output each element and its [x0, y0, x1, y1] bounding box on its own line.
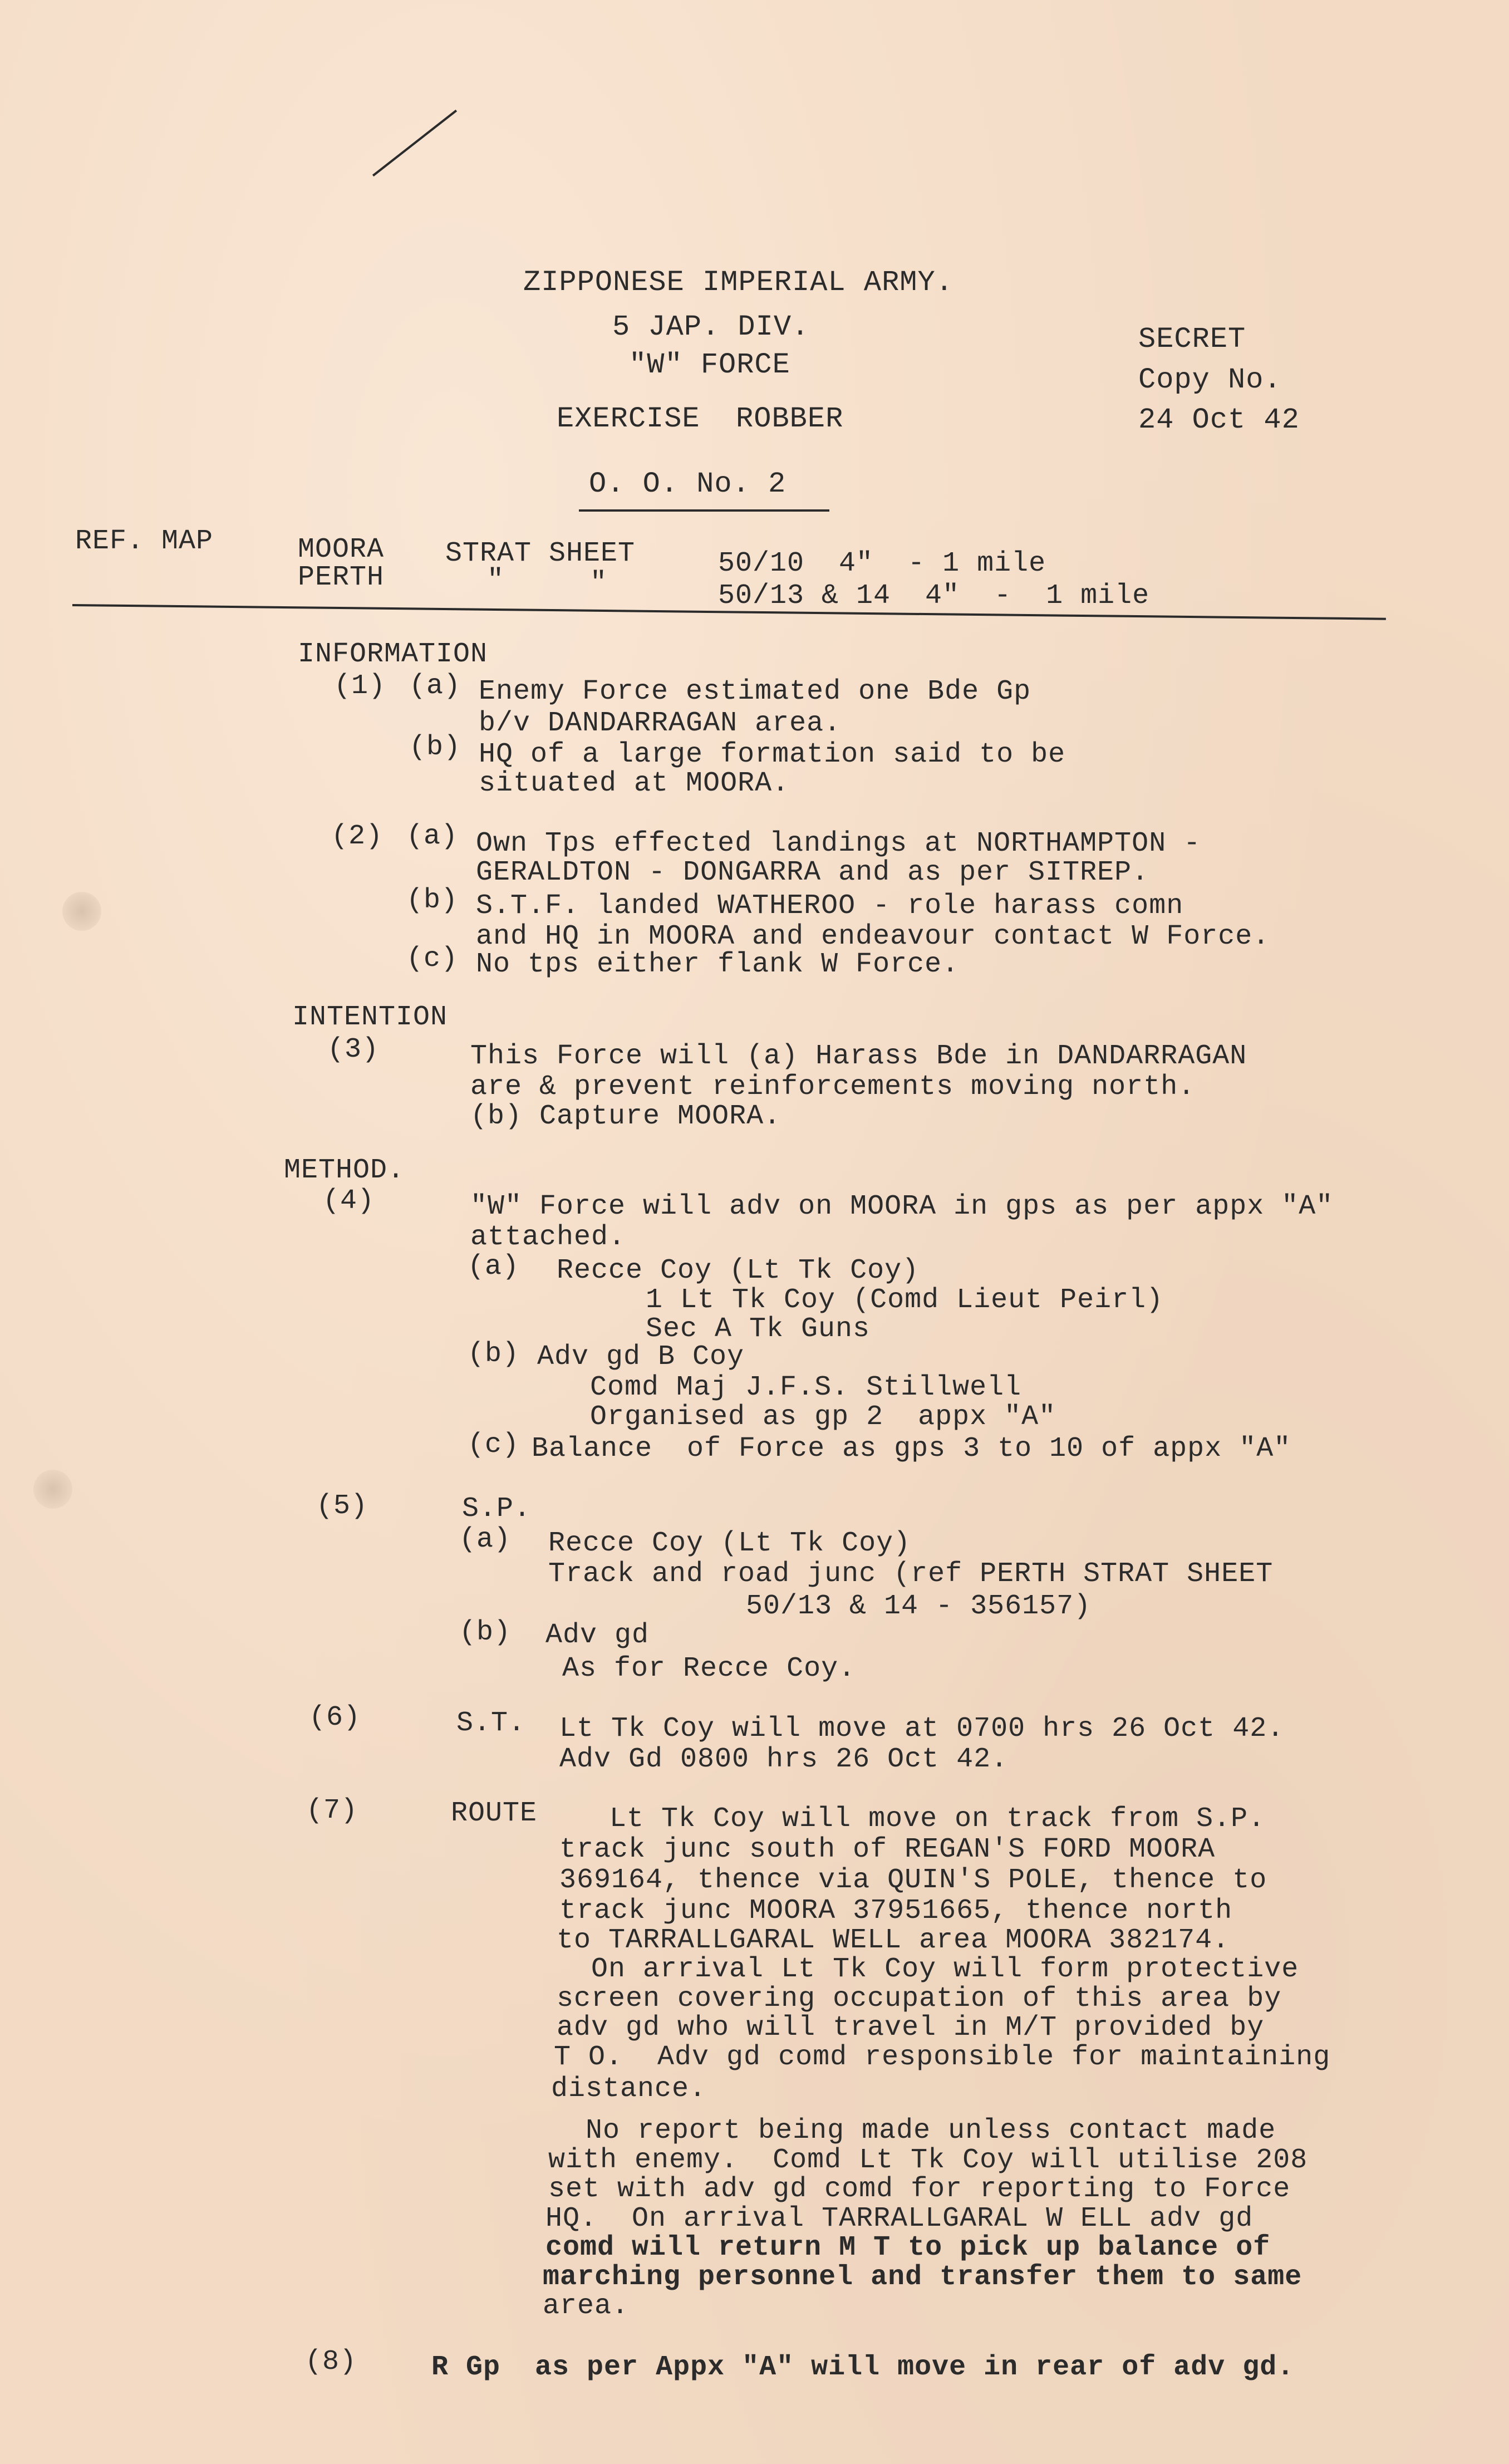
para-7-line-1: Lt Tk Coy will move on track from S.P. [610, 1803, 1266, 1835]
ref-map-scale-2: 50/13 & 14 4" - 1 mile [718, 580, 1150, 612]
pencil-stroke-mark [372, 110, 457, 176]
copy-number-label: Copy No. [1138, 364, 1282, 396]
para-4c-line-1: Balance of Force as gps 3 to 10 of appx "A" [532, 1433, 1291, 1465]
para-7-line-11: No report being made unless contact made [551, 2115, 1276, 2147]
para-7-line-7: screen covering occupation of this area by [557, 1983, 1282, 2015]
para-1a-line-2: b/v DANDARRAGAN area. [479, 708, 842, 739]
para-1b-line-2: situated at MOORA. [479, 768, 790, 799]
army-heading: ZIPPONESE IMPERIAL ARMY. [523, 266, 953, 299]
para-7-line-14: HQ. On arrival TARRALLGARAL W ELL adv gd [545, 2203, 1254, 2235]
para-5-number: (5) [316, 1490, 368, 1522]
para-1b-line-1: HQ of a large formation said to be [479, 739, 1066, 770]
para-2-number: (2) [331, 821, 384, 852]
para-4b-label: (b) [468, 1338, 520, 1370]
para-7-number: (7) [306, 1795, 358, 1827]
ref-map-label: REF. MAP [75, 526, 214, 557]
para-1a-label: (a) [409, 670, 461, 702]
para-5b-line-1: Adv gd [545, 1619, 650, 1651]
ref-map-scale-1: 50/10 4" - 1 mile [718, 548, 1046, 580]
method-heading: METHOD. [284, 1155, 405, 1186]
para-7-line-3: 369164, thence via QUIN'S POLE, thence to [559, 1864, 1267, 1896]
para-6-line-2: Adv Gd 0800 hrs 26 Oct 42. [559, 1744, 1009, 1775]
exercise-heading: EXERCISE ROBBER [557, 403, 844, 435]
ditto-mark-1: " [487, 565, 505, 596]
para-4-line-1: "W" Force will adv on MOORA in gps as per appx "A" [470, 1191, 1334, 1223]
para-7-line-8: adv gd who will travel in M/T provided by [557, 2012, 1265, 2044]
para-4-line-2: attached. [470, 1221, 626, 1253]
para-4c-label: (c) [468, 1429, 520, 1461]
para-5a-line-3: 50/13 & 14 - 356157) [746, 1591, 1092, 1622]
para-1b-label: (b) [409, 732, 461, 763]
para-3-line-3: (b) Capture MOORA. [470, 1101, 781, 1132]
para-7-line-12: with enemy. Comd Lt Tk Coy will utilise 208 [548, 2144, 1308, 2176]
para-6-line-1: Lt Tk Coy will move at 0700 hrs 26 Oct 42. [559, 1713, 1285, 1745]
para-7-line-10: distance. [551, 2073, 707, 2105]
para-4-number: (4) [323, 1185, 375, 1217]
para-7-line-2: track junc south of REGAN'S FORD MOORA [559, 1834, 1216, 1866]
para-7-line-4: track junc MOORA 37951665, thence north [559, 1895, 1233, 1927]
para-1a-line-1: Enemy Force estimated one Bde Gp [479, 676, 1031, 708]
para-2c-line-1: No tps either flank W Force. [476, 949, 960, 980]
order-number-underline [579, 509, 829, 512]
para-2a-line-2: GERALDTON - DONGARRA and as per SITREP. [476, 857, 1149, 889]
para-7-line-17: area. [543, 2290, 630, 2322]
order-date: 24 Oct 42 [1138, 404, 1300, 436]
para-4a-line-1: Recce Coy (Lt Tk Coy) [557, 1255, 920, 1287]
para-2b-line-1: S.T.F. landed WATHEROO - role harass comn [476, 890, 1184, 922]
para-3-line-1: This Force will (a) Harass Bde in DANDARRAGAN [470, 1040, 1247, 1072]
para-3-number: (3) [327, 1034, 380, 1066]
ref-map-sheet: STRAT SHEET [445, 538, 636, 570]
para-5b-line-2: As for Recce Coy. [562, 1653, 856, 1685]
para-4a-label: (a) [468, 1251, 520, 1283]
para-7-line-16: marching personnel and transfer them to same [543, 2261, 1302, 2293]
para-7-line-5: to TARRALLGARAL WELL area MOORA 382174. [557, 1925, 1230, 1956]
para-3-line-2: are & prevent reinforcements moving north. [470, 1071, 1196, 1103]
intention-heading: INTENTION [292, 1002, 448, 1033]
para-5b-label: (b) [459, 1617, 512, 1648]
para-5a-label: (a) [459, 1524, 512, 1555]
para-7-label: ROUTE [451, 1798, 538, 1829]
para-6-number: (6) [309, 1702, 361, 1734]
para-4a-line-2: 1 Lt Tk Coy (Comd Lieut Peirl) [646, 1284, 1164, 1316]
para-2c-label: (c) [406, 943, 459, 975]
para-5a-line-2: Track and road junc (ref PERTH STRAT SHEET [548, 1558, 1274, 1590]
para-7-line-6: On arrival Lt Tk Coy will form protective [557, 1953, 1299, 1985]
operation-order-number: O. O. No. 2 [589, 468, 787, 500]
punch-hole-middle [33, 1470, 72, 1509]
para-4a-line-3: Sec A Tk Guns [646, 1313, 871, 1345]
para-4b-line-2: Comd Maj J.F.S. Stillwell [590, 1372, 1022, 1403]
ref-map-place-perth: PERTH [298, 562, 385, 593]
para-5-heading: S.P. [462, 1493, 532, 1525]
para-7-line-13: set with adv gd comd for reporting to Force [548, 2173, 1291, 2205]
para-4b-line-3: Organised as gp 2 appx "A" [590, 1401, 1056, 1433]
para-2a-line-1: Own Tps effected landings at NORTHAMPTON - [476, 828, 1201, 860]
para-2a-label: (a) [406, 821, 459, 852]
ref-map-place-moora: MOORA [298, 534, 385, 566]
information-heading: INFORMATION [298, 639, 488, 670]
para-6-label: S.T. [456, 1707, 526, 1739]
force-heading: "W" FORCE [629, 349, 790, 381]
para-2b-line-2: and HQ in MOORA and endeavour contact W Force. [476, 921, 1270, 953]
para-8-line: R Gp as per Appx "A" will move in rear of adv gd. [431, 2352, 1295, 2383]
para-7-line-9: T O. Adv gd comd responsible for maintaining [554, 2041, 1331, 2073]
ditto-mark-2: " [590, 567, 608, 599]
classification-label: SECRET [1138, 323, 1246, 356]
para-7-line-15: comd will return M T to pick up balance of [545, 2232, 1271, 2264]
para-1-number: (1) [334, 670, 386, 702]
para-4b-line-1: Adv gd B Coy [537, 1341, 745, 1373]
para-2b-label: (b) [406, 885, 459, 916]
para-5a-line-1: Recce Coy (Lt Tk Coy) [548, 1528, 911, 1559]
punch-hole-top [62, 892, 101, 931]
para-8-number: (8) [305, 2346, 357, 2378]
division-heading: 5 JAP. DIV. [612, 311, 810, 343]
